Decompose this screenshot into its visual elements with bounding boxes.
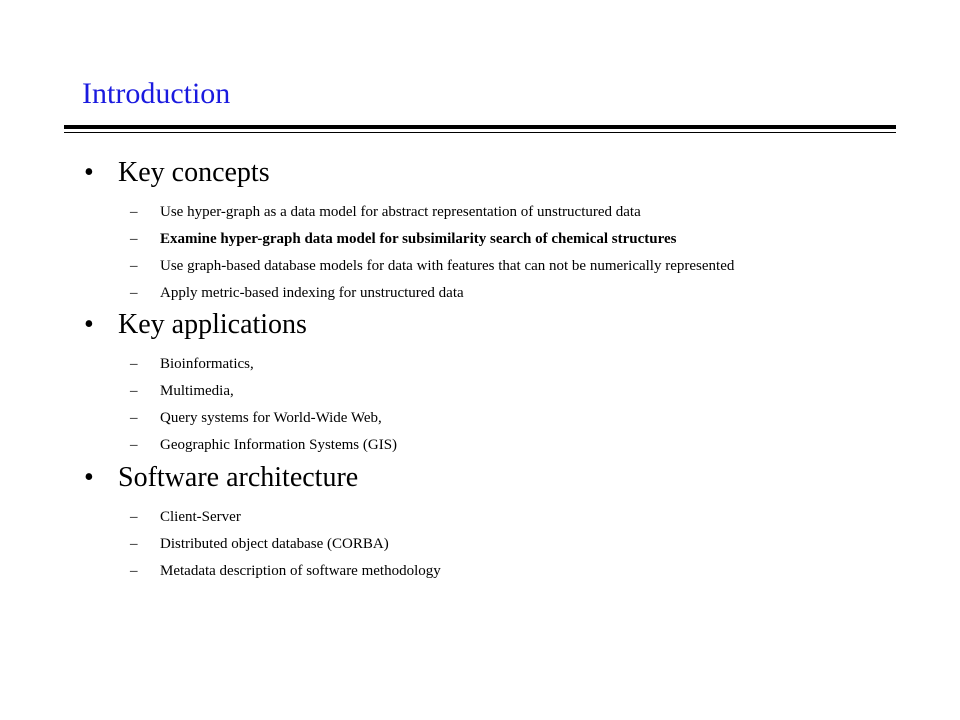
section-key-concepts <box>0 153 960 307</box>
title-divider <box>64 125 896 136</box>
title-divider-thick-line <box>64 125 896 129</box>
sub-item-list <box>0 199 960 307</box>
list-item-text: Client-Server <box>160 509 241 525</box>
list-item-text: Apply metric-based indexing for unstructured data <box>160 285 464 301</box>
bullet-icon: • <box>84 157 94 188</box>
list-item-text: Metadata description of software methodology <box>160 563 441 579</box>
slide-title: Introduction <box>82 77 231 110</box>
dash-icon: – <box>130 536 138 552</box>
list-item <box>0 504 960 531</box>
title-divider-thin-line <box>64 132 896 133</box>
list-item <box>0 351 960 378</box>
dash-icon: – <box>130 231 138 247</box>
list-item <box>0 199 960 226</box>
list-item-text: Use graph-based database models for data with features that can not be numerically represented <box>160 258 735 274</box>
list-item <box>0 432 960 459</box>
list-item <box>0 405 960 432</box>
section-heading: Key concepts <box>118 157 270 188</box>
list-item-text: Use hyper-graph as a data model for abstract representation of unstructured data <box>160 204 641 220</box>
list-item <box>0 226 960 253</box>
list-item <box>0 280 960 307</box>
dash-icon: – <box>130 285 138 301</box>
list-item-text: Query systems for World-Wide Web, <box>160 410 382 426</box>
dash-icon: – <box>130 258 138 274</box>
list-item <box>0 253 960 280</box>
sub-item-list <box>0 351 960 459</box>
sub-item-list <box>0 504 960 585</box>
section-heading-row <box>0 305 960 345</box>
list-item-text: Bioinformatics, <box>160 356 254 372</box>
section-heading-row <box>0 458 960 498</box>
section-heading: Key applications <box>118 309 307 340</box>
dash-icon: – <box>130 410 138 426</box>
dash-icon: – <box>130 563 138 579</box>
section-key-applications <box>0 305 960 459</box>
dash-icon: – <box>130 437 138 453</box>
list-item <box>0 558 960 585</box>
dash-icon: – <box>130 383 138 399</box>
list-item-text: Geographic Information Systems (GIS) <box>160 437 398 453</box>
section-heading-row <box>0 153 960 193</box>
dash-icon: – <box>130 356 138 372</box>
dash-icon: – <box>130 509 138 525</box>
dash-icon: – <box>130 204 138 220</box>
section-software-architecture <box>0 458 960 585</box>
list-item <box>0 531 960 558</box>
list-item-text: Examine hyper-graph data model for subsimilarity search of chemical structures <box>160 231 677 247</box>
list-item-text: Distributed object database (CORBA) <box>160 536 389 552</box>
bullet-icon: • <box>84 309 94 340</box>
list-item-text: Multimedia, <box>160 383 234 399</box>
list-item <box>0 378 960 405</box>
bullet-icon: • <box>84 462 94 493</box>
section-heading: Software architecture <box>118 462 359 493</box>
